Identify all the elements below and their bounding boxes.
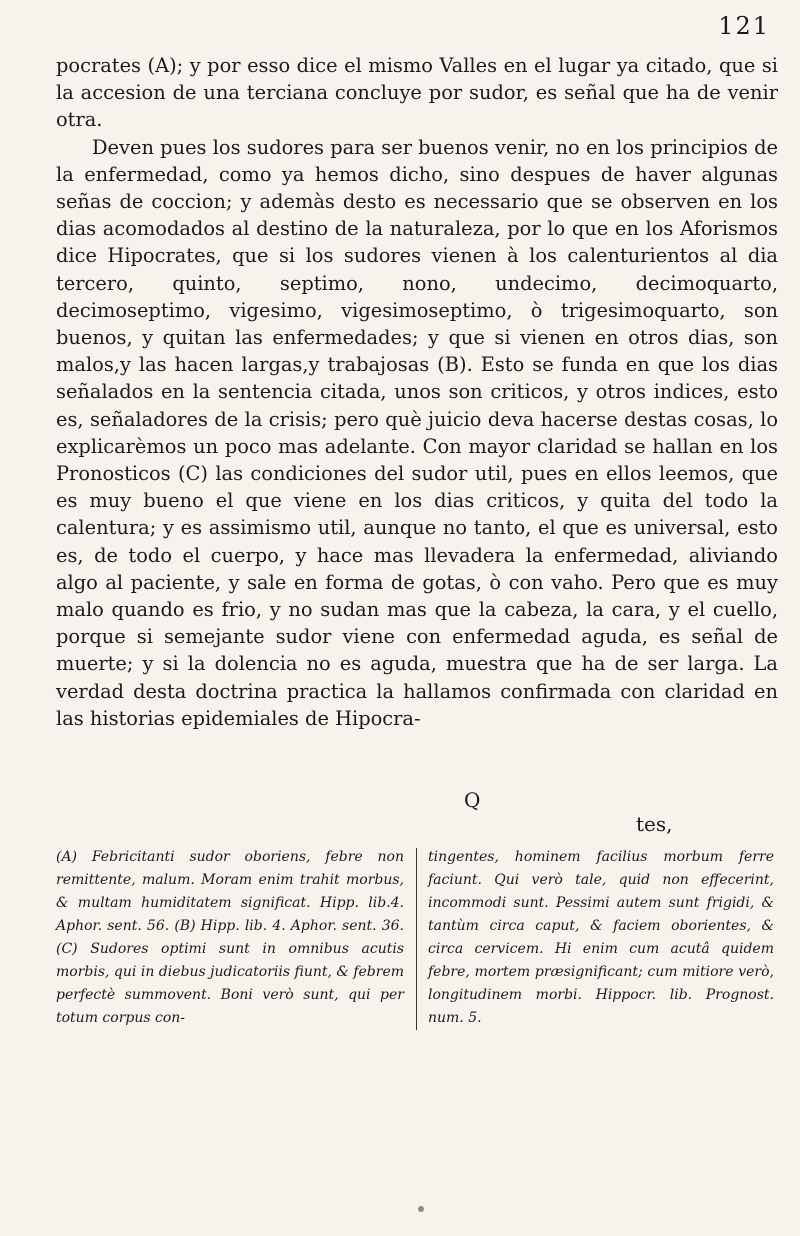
page-number: 121 <box>718 12 770 40</box>
catchword-line <box>0 788 800 842</box>
paragraph-1: pocrates (A); y por esso dice el mismo Valles en el lugar ya citado, que si la accesion de una terciana concluye por sudor, es señal que ha de venir otra. <box>56 54 778 132</box>
column-divider <box>416 848 417 1030</box>
footnote-column-left: (A) Febricitanti sudor oboriens, febre non remittente, malum. Moram enim trahit morbus, & multam humiditatem significat. Hipp. lib.4. Aphor. sent. 56. (B) Hipp. lib. 4. Aphor. sent. 36. (C) Sudores optimi sunt in omnibus acutis morbis, qui in diebus judicatoriis fiunt, & febrem perfectè summovent. Boni verò sunt, qui per totum corpus con- <box>56 849 404 1026</box>
signature-mark: Q <box>464 788 481 812</box>
footnotes <box>56 846 774 1026</box>
footnote-column-right: tingentes, hominem facilius morbum ferre faciunt. Qui verò tale, quid non effecerint, incommodi sunt. Pessimi autem sunt frigidi, & tantùm circa caput, & faciem oborientes, & circa cervicem. Hi enim cum acutâ quidem febre, mortem præsignificant; cum mitiore verò, longitudinem morbi. Hippocr. lib. Prognost. num. 5. <box>428 849 774 1026</box>
main-text <box>56 52 778 732</box>
ink-spot <box>418 1206 424 1212</box>
paragraph-2: Deven pues los sudores para ser buenos venir, no en los principios de la enfermedad, como ya hemos dicho, sino despues de haver algunas señas de coccion; y ademàs desto es necessario que se observen en los dias acomodados al destino de la naturaleza, por lo que en los Aforismos dice Hipocrates, que si los sudores vienen à los calenturientos al dia tercero, quinto, septimo, nono, undecimo, decimoquarto, decimoseptimo, vigesimo, vigesimoseptimo, ò trigesimoquarto, son buenos, y quitan las enfermedades; y que si vienen en otros dias, son malos,y las hacen largas,y trabajosas (B). Esto se funda en que los dias señalados en la sentencia citada, unos son criticos, y otros indices, esto es, señaladores de la crisis; pero què juicio deva hacerse destas cosas, lo explicarèmos un poco mas adelante. Con mayor claridad se hallan en los Pronosticos (C) las condiciones del sudor util, pues en ellos leemos, que es muy bueno el que viene en los dias criticos, y quita del todo la calentura; y es assimismo util, aunque no tanto, el que es universal, esto es, de todo el cuerpo, y hace mas llevadera la enfermedad, aliviando algo al paciente, y sale en forma de gotas, ò con vaho. Pero que es muy malo quando es frio, y no sudan mas que la cabeza, la cara, y el cuello, porque si semejante sudor viene con enfermedad aguda, es señal de muerte; y si la dolencia no es aguda, muestra que ha de ser larga. La verdad desta doctrina practica la hallamos confirmada con claridad en las historias epidemiales de Hipocra- <box>56 135 778 730</box>
catchword: tes, <box>636 812 673 836</box>
